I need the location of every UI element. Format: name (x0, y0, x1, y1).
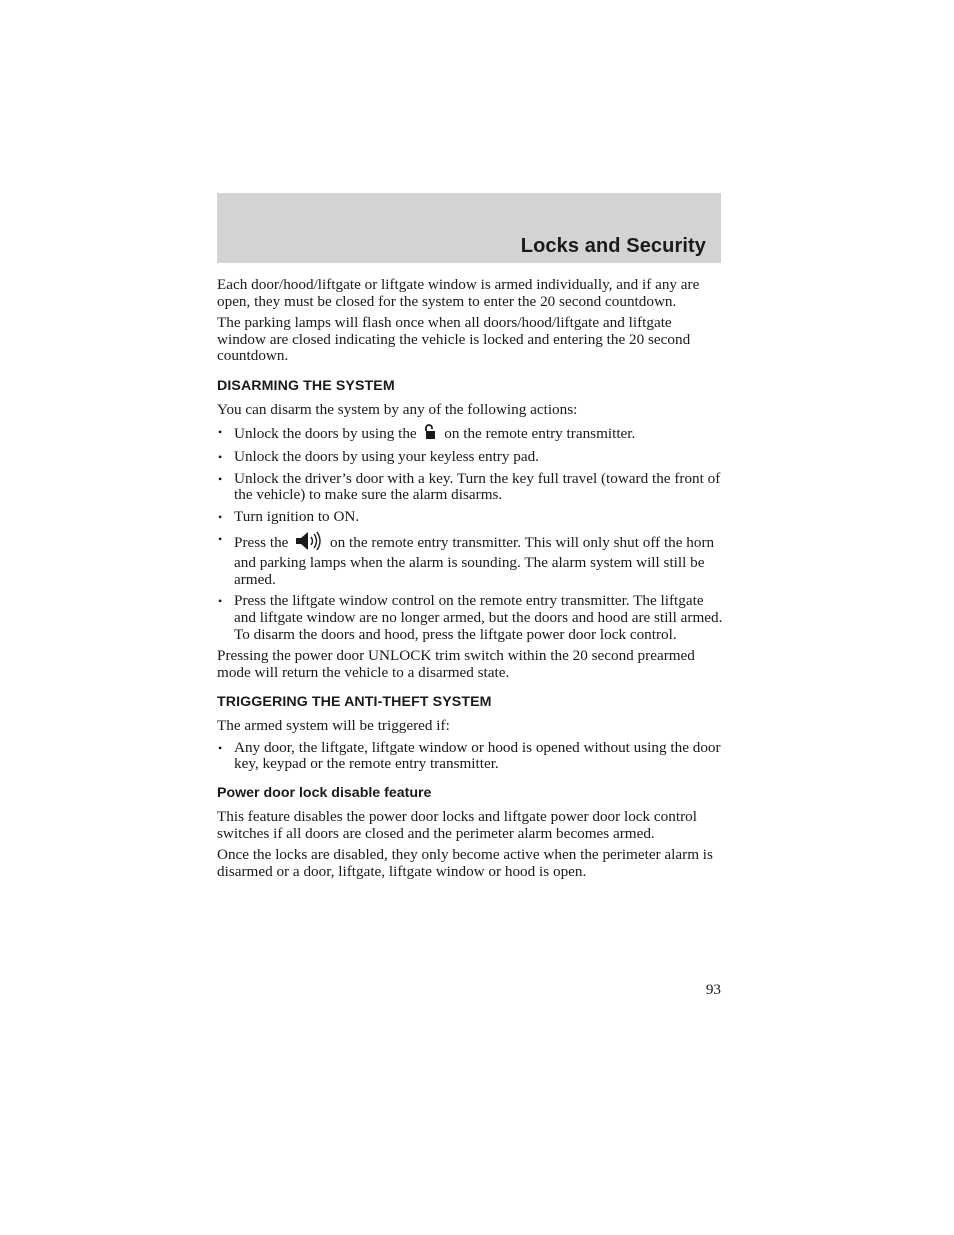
disarming-lead: You can disarm the system by any of the following actions: (217, 400, 578, 418)
page-content (217, 277, 723, 885)
power-lock-paragraph-2: Once the locks are disabled, they only become active when the perimeter alarm is disarmed or a door, liftgate, liftgate window or hood is open. (217, 846, 713, 880)
page-number: 93 (705, 981, 721, 998)
section-title: Locks and Security (520, 235, 706, 257)
list-item: • Any door, the liftgate, liftgate window or hood is opened without using the door key, keypad or the remote entry transmitter. (217, 740, 723, 773)
list-item: • Unlock the doors by using the on the remote entry transmitter. (217, 424, 723, 445)
list-item: • Turn ignition to ON. (217, 509, 723, 526)
section-header-band (217, 193, 721, 263)
list-item: • Unlock the doors by using your keyless entry pad. (217, 449, 723, 466)
triggering-lead: The armed system will be triggered if: (217, 717, 450, 735)
list-item: • Press the on the remote entry transmitter. This will only shut off the horn and parking lamps when the alarm is sounding. The alarm system will still be armed. (217, 531, 723, 589)
list-item: • Press the liftgate window control on the remote entry transmitter. The liftgate and liftgate window are no longer armed, but the doors and hood are still armed. To disarm the doors and hood, press the liftgate power door lock control. (217, 593, 723, 643)
disarming-closing: Pressing the power door UNLOCK trim switch within the 20 second prearmed mode will return the vehicle to a disarmed state. (217, 647, 695, 681)
triggering-heading: TRIGGERING THE ANTI-THEFT SYSTEM (217, 694, 492, 711)
disarming-list (217, 424, 723, 644)
disarming-heading: DISARMING THE SYSTEM (217, 377, 395, 394)
power-lock-paragraph-1: This feature disables the power door locks and liftgate power door lock control switches if all doors are closed and the perimeter alarm becomes armed. (217, 808, 697, 842)
panic-horn-icon (295, 531, 323, 556)
list-item: • Unlock the driver’s door with a key. Turn the key full travel (toward the front of the vehicle) to make sure the alarm disarms. (217, 471, 723, 504)
intro-paragraph-1: Each door/hood/liftgate or liftgate window is armed individually, and if any are open, they must be closed for the system to enter the 20 second countdown. (217, 276, 700, 310)
unlock-icon (423, 424, 437, 445)
intro-paragraph-2: The parking lamps will flash once when all doors/hood/liftgate and liftgate window are closed indicating the vehicle is locked and entering the 20 second countdown. (217, 314, 691, 365)
power-lock-heading: Power door lock disable feature (217, 785, 432, 802)
triggering-list (217, 740, 723, 773)
